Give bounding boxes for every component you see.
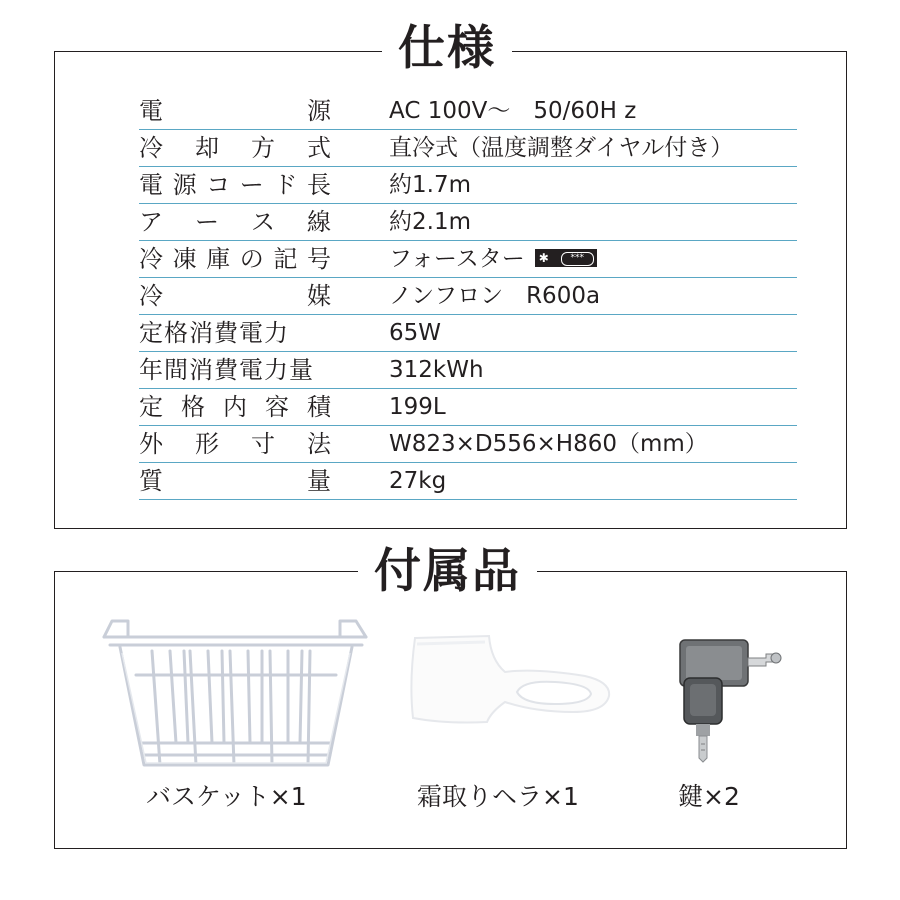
spec-row-cord (139, 166, 797, 204)
spec-label (139, 245, 331, 273)
accessory-scraper (405, 632, 615, 811)
spec-label (139, 393, 331, 421)
spec-row-cooling (139, 129, 797, 167)
spec-row-weight (139, 462, 797, 500)
accessory-basket (100, 615, 370, 811)
label-char: 庫 (206, 245, 231, 273)
spec-value: 約1.7m (389, 172, 471, 198)
label-char: ア (139, 208, 163, 236)
spec-label (139, 282, 331, 310)
spec-row-refrigerant (139, 277, 797, 315)
label-char: 積 (307, 393, 331, 421)
label-char: の (239, 245, 264, 273)
spec-value: 27kg (389, 468, 447, 494)
label-char: 媒 (307, 282, 331, 310)
label-char: 電 (139, 97, 163, 125)
spec-value: AC 100V〜 50/60H z (389, 98, 637, 124)
spec-value (389, 245, 597, 273)
spec-row-rated-power (139, 314, 797, 352)
label-char: 源 (172, 171, 197, 199)
spec-value: 約2.1m (389, 209, 471, 235)
spec-row-annual-power (139, 351, 797, 389)
spec-row-freezer-mark (139, 240, 797, 278)
label-char: 外 (139, 430, 163, 458)
spec-value: W823×D556×H860（mm） (389, 431, 708, 457)
label-char: 線 (307, 208, 331, 236)
label-char: 寸 (251, 430, 275, 458)
label-char: 号 (306, 245, 331, 273)
spec-value: 312kWh (389, 357, 484, 383)
spec-label (139, 467, 331, 495)
accessory-label: 霜取りヘラ×1 (417, 782, 579, 811)
star-mark-right: *** (561, 252, 594, 266)
accessory-keys (670, 632, 790, 811)
spec-row-ground (139, 203, 797, 241)
label-char: ー (239, 171, 264, 199)
label-char: 方 (251, 134, 275, 162)
label-char: ー (195, 208, 219, 236)
spec-value: ノンフロン R600a (389, 283, 601, 309)
spec-value-text: フォースター (389, 246, 525, 272)
star-mark-left: ✱ (538, 250, 549, 265)
accessory-label: バスケット×1 (146, 782, 307, 811)
label-char: 記 (273, 245, 298, 273)
spec-label (139, 171, 331, 199)
spec-row-capacity (139, 388, 797, 426)
spec-row-power (139, 92, 797, 130)
label-char: 形 (195, 430, 219, 458)
label-char: 冷 (139, 134, 163, 162)
label-char: 冷 (139, 282, 163, 310)
label-char: 定 (139, 393, 163, 421)
label-char: 凍 (172, 245, 197, 273)
accessories-title: 付属品 (358, 548, 537, 595)
accessory-label: 鍵×2 (678, 782, 740, 811)
label-char: 却 (195, 134, 219, 162)
label-char: 容 (265, 393, 289, 421)
spec-value: 65W (389, 320, 442, 346)
spec-label (139, 430, 331, 458)
label-char: コ (206, 171, 231, 199)
label-char: 量 (307, 467, 331, 495)
spec-label: 定格消費電力 (139, 319, 289, 347)
label-char: 質 (139, 467, 163, 495)
label-char: 長 (306, 171, 331, 199)
label-char: 源 (307, 97, 331, 125)
spec-title: 仕様 (382, 25, 512, 72)
four-star-mark-icon (535, 249, 597, 267)
label-char: ド (273, 171, 298, 199)
spec-label (139, 134, 331, 162)
spec-label (139, 97, 331, 125)
label-char: 冷 (139, 245, 163, 273)
label-char: 電 (139, 171, 163, 199)
spec-label (139, 208, 331, 236)
label-char: 法 (307, 430, 331, 458)
spec-row-dimensions (139, 425, 797, 463)
label-char: 内 (223, 393, 247, 421)
scraper-icon (405, 632, 615, 727)
spec-label: 年間消費電力量 (139, 356, 314, 384)
label-char: ス (251, 208, 275, 236)
label-char: 式 (307, 134, 331, 162)
key-icon (670, 632, 790, 772)
spec-value: 199L (389, 394, 446, 420)
spec-value: 直冷式（温度調整ダイヤル付き） (389, 135, 734, 161)
label-char: 格 (181, 393, 205, 421)
basket-icon (100, 615, 370, 780)
